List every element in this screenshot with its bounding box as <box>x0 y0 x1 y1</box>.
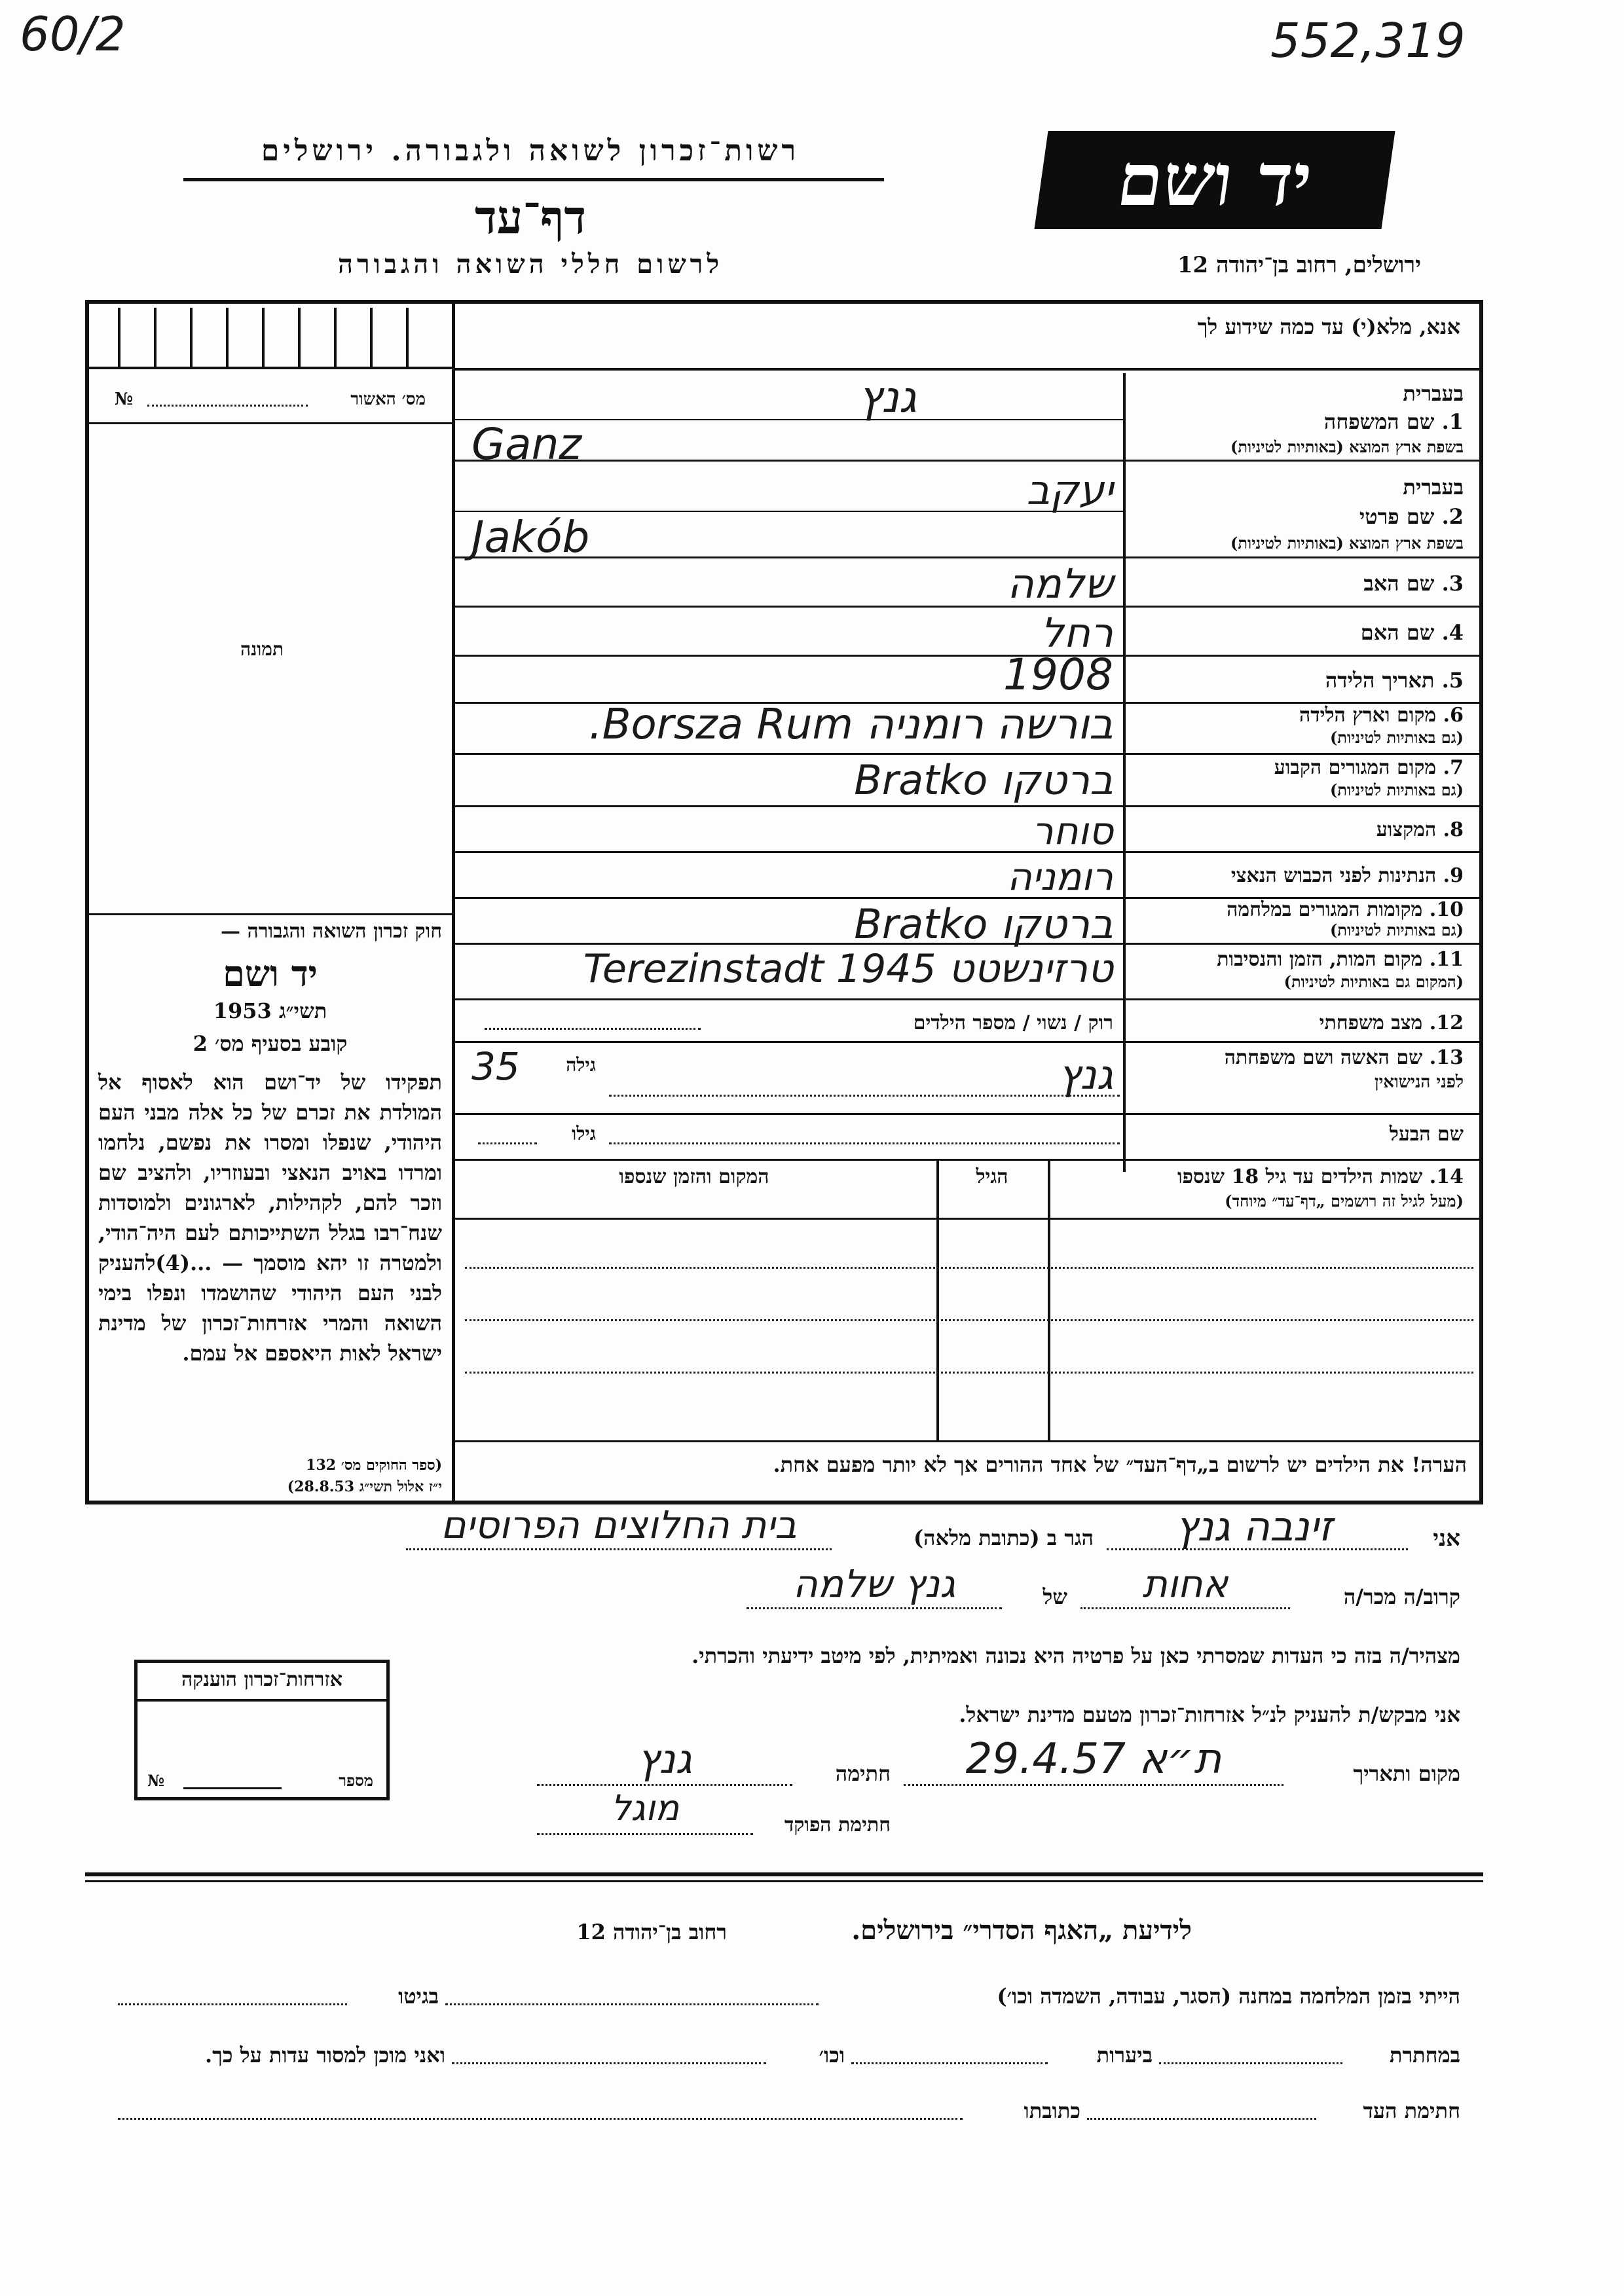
children-note: הערה! את הילדים יש לרשום ב„דף־העד״ של אחד ההורים אך לא יותר מפעם אחת. <box>773 1452 1467 1477</box>
row4-num: 4. <box>1441 620 1464 645</box>
law-name: יד ושם <box>223 953 318 994</box>
corner-mark-left: 60/2 <box>20 7 126 62</box>
footer-etc: וכו׳ <box>819 2043 845 2068</box>
row9-label: הנתינות לפני הכבוש הנאצי <box>1230 864 1437 887</box>
row11-value: טרזינשטט Terezinstadt 1945 <box>583 946 1113 992</box>
children-label: 14. שמות הילדים עד גיל 18 שנספו <box>1177 1165 1464 1188</box>
law-clause: קובע בסעיף מס׳ 2 <box>193 1031 348 1056</box>
row7-label: מקום המגורים הקבוע <box>1274 756 1437 779</box>
footer-ready: ואני מוכן למסור עדות על כך. <box>204 2043 445 2068</box>
signature-label: חתימה <box>835 1761 891 1786</box>
form-subtitle: לרשום חללי השואה והגבורה <box>337 249 724 280</box>
row12-num: 12. <box>1429 1011 1464 1034</box>
place-date: ת״א 29.4.57 <box>965 1735 1222 1783</box>
husband-age-label: גילו <box>572 1123 596 1144</box>
row2-heb-tag: בעברית <box>1403 475 1464 500</box>
row2-num: 2. <box>1441 504 1464 529</box>
law-ref1: (ספר החוקים מס׳ 132 <box>306 1457 442 1474</box>
row1-value-lat: Ganz <box>471 419 582 469</box>
row1-value-heb: גנץ <box>858 372 917 422</box>
row12-value: רוק / נשוי / מספר הילדים <box>913 1011 1113 1034</box>
footer-title: לידיעת „האגף הסדרי״ בירושלים. <box>851 1915 1192 1946</box>
row1-heb-tag: בעברית <box>1403 381 1464 406</box>
row2-sub: בשפת ארץ המוצא (באותיות לטיניות) <box>1230 534 1464 553</box>
footer-underground: במחתרת <box>1389 2043 1460 2068</box>
officer-label: חתימת הפוקד <box>784 1813 891 1836</box>
row11-label: מקום המות, הזמן והנסיבות <box>1217 948 1423 971</box>
authority-name: רשות־זכרון לשואה ולגבורה. ירושלים <box>261 134 800 168</box>
citizenship-title: אזרחות־זכרון הוענקה <box>181 1668 343 1691</box>
children-col-age: הגיל <box>976 1165 1008 1188</box>
row6-num: 6. <box>1443 704 1464 727</box>
row10-sub: (גם באותיות לטיניות) <box>1329 920 1464 939</box>
row1-num: 1. <box>1441 409 1464 434</box>
row8-num: 8. <box>1443 818 1464 841</box>
row3-label: שם האב <box>1363 571 1435 596</box>
decl-relative-name: גנץ שלמה <box>792 1561 956 1606</box>
decl-statement: מצהיר/ה בזה כי העדות שמסרתי כאן על פרטיה היא נכונה ואמיתית, לפי מיטב ידיעתי והכרתי. <box>692 1643 1460 1668</box>
decl-address: בית החלוצים הפרוסים <box>441 1503 797 1547</box>
row7-num: 7. <box>1443 756 1464 779</box>
row12-label: מצב משפחתי <box>1319 1011 1423 1034</box>
decl-relation-label: קרוב/ה מכר/ה <box>1343 1584 1460 1609</box>
row3-num: 3. <box>1441 571 1464 596</box>
row6-label: מקום וארץ הלידה <box>1299 704 1437 727</box>
row8-label: המקצוע <box>1376 818 1437 841</box>
citizenship-number-label: מספר <box>339 1771 373 1790</box>
intro-text: אנא, מלא(י) עד כמה שידוע לך <box>1197 314 1460 339</box>
row13-value: גנץ <box>1058 1051 1113 1099</box>
row10-value: ברטקו Bratko <box>854 900 1113 948</box>
row5-label: תאריך הלידה <box>1325 668 1435 693</box>
address: ירושלים, רחוב בן־יהודה 12 <box>1177 252 1421 278</box>
officer-signature: מוגל <box>610 1787 680 1829</box>
footer-address: רחוב בן־יהודה 12 <box>576 1920 727 1944</box>
law-ref2: י״ז אלול תשי״ג 28.8.53) <box>287 1478 442 1495</box>
row3-value: שלמה <box>1007 560 1113 608</box>
children-sub: (מעל לגיל זה רושמים „דף־עד״ מיוחד) <box>1225 1192 1464 1211</box>
row13-num: 13. <box>1429 1046 1464 1069</box>
decl-name: זינבה גנץ <box>1175 1503 1333 1550</box>
wife-age-label: גילה <box>566 1054 596 1076</box>
row2-value-heb: יעקב <box>1026 466 1113 514</box>
row11-num: 11. <box>1429 948 1464 971</box>
row1-label: שם המשפחה <box>1323 409 1435 434</box>
row1-sub: בשפת ארץ המוצא (באותיות לטיניות) <box>1230 437 1464 456</box>
row9-value: רומניה <box>1006 854 1113 899</box>
decl-request: אני מבקש/ת להעניק לנ״ל אזרחות־זכרון מטעם מדינת ישראל. <box>959 1702 1460 1727</box>
footer-forests: ביערות <box>1096 2043 1153 2068</box>
form-title: דף־עד <box>474 190 586 244</box>
law-year: תשי״ג 1953 <box>213 998 327 1023</box>
row8-value: סוחר <box>1031 809 1113 853</box>
footer-line1: הייתי בזמן המלחמה במחנה (הסגר, עבודה, השמדה וכו׳) <box>997 1984 1460 2009</box>
row2-value-lat: Jakób <box>471 512 590 562</box>
law-title: חוק זכרון השואה והגבורה — <box>221 920 442 943</box>
signature: גנץ <box>637 1735 692 1783</box>
decl-of: של <box>1043 1584 1067 1609</box>
decl-relation: אחות <box>1142 1561 1228 1606</box>
witness-signature-label: חתימת העד <box>1363 2098 1460 2123</box>
row10-label: מקומות המגורים במלחמה <box>1227 898 1423 921</box>
husband-label: שם הבעל <box>1389 1123 1464 1146</box>
row2-label: שם פרטי <box>1359 504 1435 529</box>
corner-mark-right: 552,319 <box>1270 13 1466 68</box>
row13-label: שם האשה ושם משפחתה <box>1224 1046 1423 1069</box>
decl-prefix: אני <box>1433 1525 1460 1552</box>
law-text: תפקידו של יד־ושם הוא לאסוף אל המולדת את זכרם של כל אלה מבני העם היהודי, שנפלו ומסרו את נפשם, נלחמו ומרדו באויב הנאצי ובעוזריו, ולהציב שם וזכר להם, לקהילות, לארגונים ולמוסדות שנח־רבו בגלל השתייכותם לעם היה־הודי, ולמטרה זו יהא מוסמך — ...(4)להעניק לבני העם היהודי שהושמדו ונפלו בימי השואה והמרי אזרחות־זכרון של מדינת ישראל לאות היאספם אל עמם. <box>98 1070 442 1366</box>
photo-label: תמונה <box>240 638 284 660</box>
approval-no: № <box>115 390 134 409</box>
row13-sub: לפני הנישואין <box>1374 1072 1464 1092</box>
row5-value: 1908 <box>1003 649 1113 700</box>
row4-value: רחל <box>1041 609 1113 657</box>
row7-value: ברטקו Bratko <box>854 756 1113 804</box>
row9-num: 9. <box>1443 864 1464 887</box>
row5-num: 5. <box>1441 668 1464 693</box>
children-col-place: המקום והזמן שנספו <box>619 1165 769 1188</box>
row10-num: 10. <box>1429 898 1464 921</box>
row6-value: בורשה רומניה Borsza Rum. <box>589 701 1113 749</box>
yad-vashem-logo: יד ושם <box>1034 131 1395 229</box>
place-date-label: מקום ותאריך <box>1353 1761 1460 1786</box>
wife-age: 35 <box>471 1044 520 1089</box>
witness-address-label: כתובתו <box>1024 2098 1080 2123</box>
footer-ghetto: בגיטו <box>398 1984 439 2009</box>
citizenship-no: № <box>147 1771 165 1790</box>
row6-sub: (גם באותיות לטיניות) <box>1329 728 1464 747</box>
approval-label: מס׳ האשור <box>350 390 426 409</box>
row11-sub: (המקום גם באותיות לטיניות) <box>1283 972 1464 991</box>
row4-label: שם האם <box>1360 620 1435 645</box>
row7-sub: (גם באותיות לטיניות) <box>1329 780 1464 799</box>
decl-address-label: הגר ב (כתובת מלאה) <box>913 1525 1094 1550</box>
